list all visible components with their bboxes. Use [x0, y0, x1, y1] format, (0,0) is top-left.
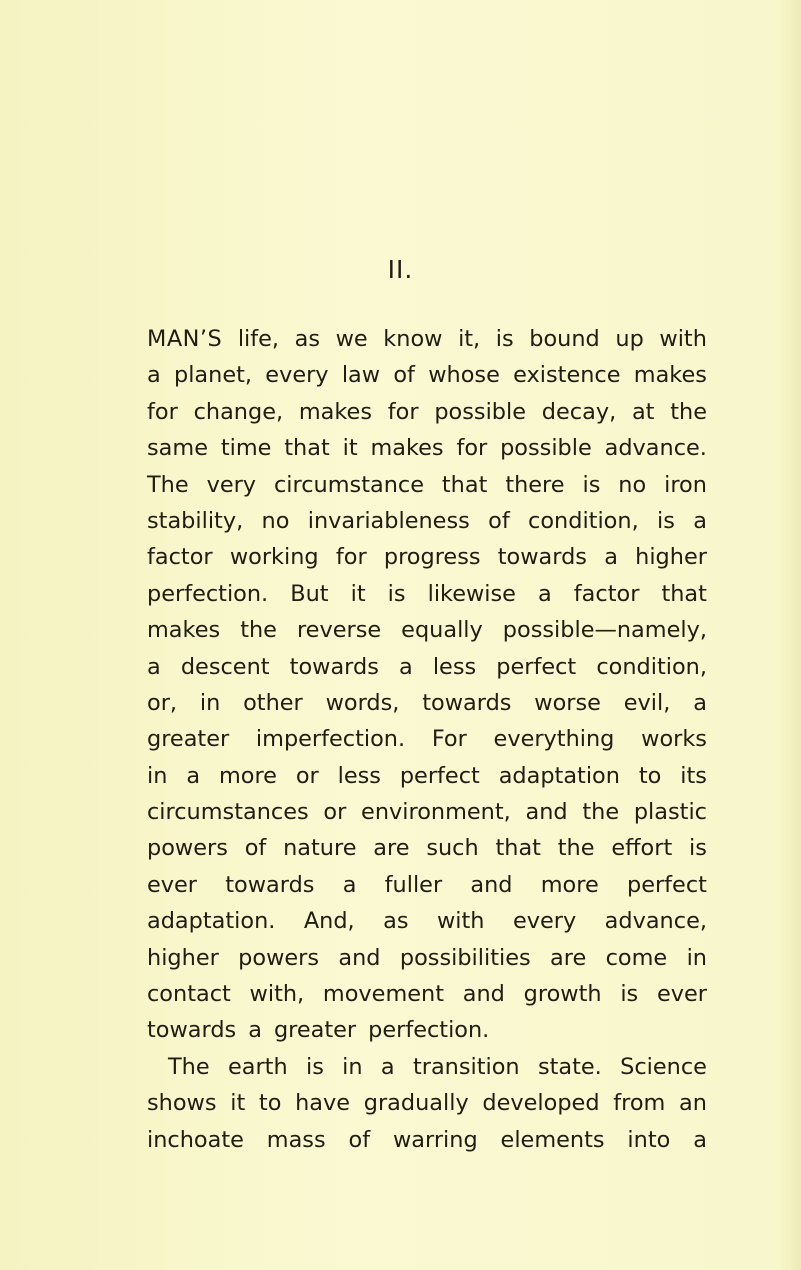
word: fuller: [384, 871, 443, 898]
word: stability,: [147, 507, 244, 534]
word: earth: [227, 1053, 288, 1080]
word: is: [305, 1053, 324, 1080]
word: possibilities: [399, 944, 531, 971]
word: adaptation.: [147, 908, 276, 935]
word: working: [229, 544, 319, 571]
word: the: [670, 398, 707, 425]
word: environment,: [361, 799, 511, 826]
word: come: [605, 944, 668, 971]
text-line: [147, 1085, 707, 1121]
word: greater: [147, 726, 230, 753]
word: less: [432, 653, 477, 680]
text-line: [147, 539, 707, 575]
word: is: [387, 580, 406, 607]
word: higher: [635, 544, 707, 571]
word: Science: [620, 1053, 707, 1080]
word: plastic: [633, 799, 707, 826]
word: a: [380, 1053, 395, 1080]
word: mass: [266, 1126, 326, 1153]
word: a: [398, 653, 413, 680]
word: it: [342, 435, 358, 462]
word: every: [512, 908, 577, 935]
text-line: [147, 649, 707, 685]
word: from: [613, 1090, 666, 1117]
word: such: [426, 835, 479, 862]
word: more: [540, 871, 599, 898]
word: a: [186, 762, 201, 789]
word: we: [335, 326, 368, 352]
word: bound: [529, 326, 600, 352]
word: there: [505, 471, 565, 498]
word: shows: [147, 1090, 217, 1117]
word: more: [218, 762, 277, 789]
word: transition: [412, 1053, 520, 1080]
word: no: [618, 471, 647, 498]
word: advance,: [604, 908, 707, 935]
word: time: [220, 435, 272, 462]
word: advance.: [604, 435, 707, 462]
word: greater: [273, 1017, 357, 1044]
word: to: [638, 762, 662, 789]
word: ever: [147, 871, 198, 898]
word: effort: [611, 835, 673, 862]
word: a: [538, 580, 552, 607]
text-line: [147, 976, 707, 1012]
text-line: [147, 1122, 707, 1158]
word: makes: [370, 435, 444, 462]
word: no: [261, 507, 290, 534]
word: perfect: [399, 762, 480, 789]
word: of: [393, 362, 415, 389]
word: is: [657, 507, 675, 534]
word: nature: [283, 835, 357, 862]
word: a: [693, 689, 707, 716]
word: less: [337, 762, 381, 789]
word: elements: [500, 1126, 605, 1153]
word: factor: [573, 580, 640, 607]
word: evil,: [623, 689, 671, 716]
word: a: [693, 1126, 707, 1153]
word: in: [342, 1053, 363, 1080]
word: and: [525, 799, 568, 826]
word: the: [557, 835, 595, 862]
word: words,: [325, 689, 400, 716]
word: to: [258, 1090, 282, 1117]
word: possible: [500, 435, 592, 462]
word: equally: [401, 617, 483, 644]
word: contact: [147, 981, 231, 1008]
word: higher: [147, 944, 219, 971]
text-line: [147, 721, 707, 757]
word: gradually: [363, 1090, 469, 1117]
word: are: [373, 835, 410, 862]
word: up: [615, 326, 644, 352]
word: of: [244, 835, 267, 862]
word: possible—namely,: [502, 617, 707, 644]
word: of: [488, 507, 510, 534]
text-line: [147, 830, 707, 866]
word: into: [627, 1126, 671, 1153]
word: an: [679, 1090, 707, 1117]
word: iron: [664, 471, 707, 498]
word: progress: [383, 544, 481, 571]
word: and: [470, 871, 513, 898]
word: makes: [298, 398, 373, 425]
word: towards: [422, 689, 512, 716]
word: a: [604, 544, 618, 571]
word: law: [341, 362, 381, 389]
word: in: [686, 944, 707, 971]
word: for: [387, 398, 419, 425]
word: is: [689, 835, 707, 862]
text-line: [147, 394, 707, 430]
word: with: [436, 908, 485, 935]
word: and: [462, 981, 505, 1008]
text-line: [147, 940, 707, 976]
word: perfect: [496, 653, 577, 680]
word: that: [441, 471, 488, 498]
word: MAN’S: [147, 326, 223, 352]
word: the: [582, 799, 620, 826]
word: perfection.: [147, 580, 269, 607]
word: that: [661, 580, 707, 607]
word: perfection.: [368, 1017, 490, 1044]
word: same: [147, 435, 208, 462]
word: have: [295, 1090, 351, 1117]
word: for: [335, 544, 367, 571]
word: it: [230, 1090, 246, 1117]
word: in: [199, 689, 221, 716]
word: towards: [289, 653, 379, 680]
text-line: [147, 612, 707, 648]
word: warring: [392, 1126, 478, 1153]
word: descent: [180, 653, 270, 680]
word: invariableness: [307, 507, 470, 534]
word: everything: [493, 726, 615, 753]
word: and: [338, 944, 381, 971]
word: state.: [537, 1053, 602, 1080]
text-line: [147, 903, 707, 939]
word: developed: [482, 1090, 600, 1117]
word: But: [290, 580, 329, 607]
body-text: [147, 321, 707, 1158]
word: powers: [147, 835, 228, 862]
word: possible: [434, 398, 527, 425]
word: works: [641, 726, 707, 753]
word: or: [295, 762, 319, 789]
word: it: [350, 580, 366, 607]
word: it,: [458, 326, 481, 352]
word: condition,: [528, 507, 639, 534]
word: every: [265, 362, 329, 389]
text-line: [147, 503, 707, 539]
word: a: [693, 507, 707, 534]
text-line: [147, 357, 707, 393]
text-line: [147, 467, 707, 503]
text-line: [147, 685, 707, 721]
word: growth: [523, 981, 602, 1008]
word: that: [495, 835, 541, 862]
word: perfect: [626, 871, 707, 898]
word: powers: [238, 944, 320, 971]
word: For: [431, 726, 467, 753]
word: reverse: [296, 617, 382, 644]
word: The: [168, 1053, 210, 1080]
word: towards: [147, 1017, 237, 1044]
word: life,: [237, 326, 280, 352]
word: likewise: [427, 580, 516, 607]
word: makes: [147, 617, 221, 644]
word: makes: [633, 362, 707, 389]
text-line: [147, 1049, 707, 1085]
word: imperfection.: [255, 726, 406, 753]
word: circumstance: [273, 471, 424, 498]
word: for: [147, 398, 178, 425]
text-line: [147, 1012, 707, 1048]
word: towards: [225, 871, 315, 898]
word: its: [680, 762, 707, 789]
word: or: [323, 799, 347, 826]
word: The: [147, 471, 189, 498]
word: as: [294, 326, 321, 352]
word: with,: [249, 981, 305, 1008]
text-line: [147, 867, 707, 903]
word: of: [348, 1126, 371, 1153]
word: know: [383, 326, 443, 352]
word: condition,: [596, 653, 707, 680]
word: ever: [656, 981, 707, 1008]
text-line: [147, 430, 707, 466]
word: whose: [428, 362, 500, 389]
word: is: [495, 326, 514, 352]
word: change,: [193, 398, 284, 425]
word: with: [659, 326, 707, 352]
word: And,: [303, 908, 355, 935]
word: circumstances: [147, 799, 309, 826]
text-line: [147, 758, 707, 794]
word: for: [456, 435, 488, 462]
text-line: [147, 794, 707, 830]
word: are: [550, 944, 587, 971]
text-line: [147, 321, 707, 357]
word: as: [383, 908, 409, 935]
word: movement: [322, 981, 445, 1008]
word: is: [620, 981, 639, 1008]
word: a: [342, 871, 357, 898]
word: adaptation: [498, 762, 620, 789]
word: a: [147, 362, 161, 389]
word: inchoate: [147, 1126, 244, 1153]
word: a: [147, 653, 161, 680]
word: factor: [147, 544, 213, 571]
word: a: [248, 1017, 262, 1044]
word: towards: [497, 544, 587, 571]
word: existence: [513, 362, 621, 389]
word: the: [240, 617, 277, 644]
word: in: [147, 762, 168, 789]
word: decay,: [541, 398, 617, 425]
word: very: [206, 471, 257, 498]
word: or,: [147, 689, 178, 716]
word: is: [582, 471, 601, 498]
chapter-heading: II.: [387, 255, 414, 284]
word: at: [631, 398, 655, 425]
word: other: [243, 689, 303, 716]
text-line: [147, 576, 707, 612]
word: planet,: [174, 362, 253, 389]
word: worse: [534, 689, 601, 716]
word: that: [284, 435, 330, 462]
